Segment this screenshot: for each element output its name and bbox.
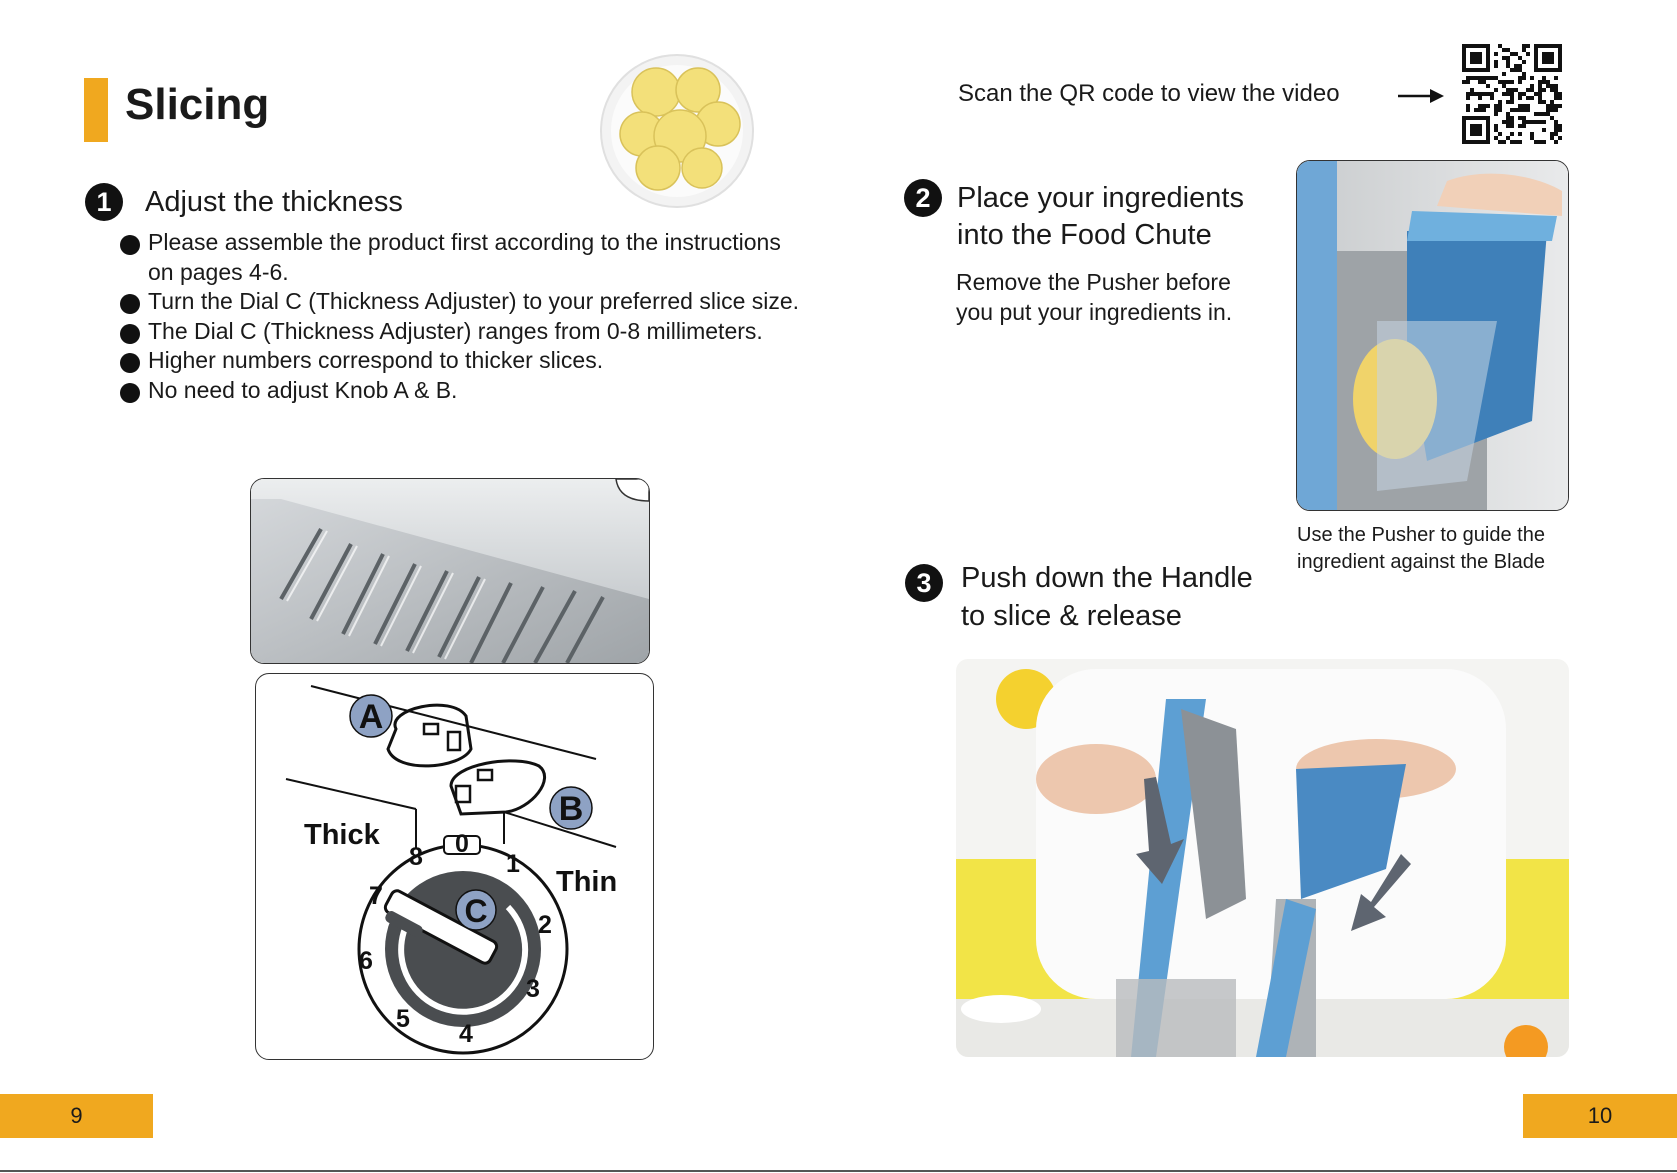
step-3-badge: 3 — [905, 564, 943, 602]
step-2-title-line1: Place your ingredients — [957, 182, 1244, 214]
blade-closeup-image — [250, 478, 650, 664]
step-1-title: Adjust the thickness — [145, 186, 403, 218]
dial-number: 4 — [459, 1020, 473, 1048]
step-2-body-line2: you put your ingredients in. — [956, 299, 1233, 325]
dial-number: 2 — [538, 911, 552, 939]
dial-number: 5 — [396, 1005, 410, 1033]
dial-diagram — [255, 673, 654, 1060]
bullet-item: Higher numbers correspond to thicker slices. — [120, 346, 800, 376]
step-1-badge: 1 — [85, 183, 123, 221]
bullet-item: Turn the Dial C (Thickness Adjuster) to your preferred slice size. — [120, 287, 800, 317]
section-accent-bar — [84, 78, 108, 142]
arrow-right-icon — [1396, 84, 1446, 108]
page-title: Slicing — [125, 80, 270, 129]
step-2-badge: 2 — [904, 179, 942, 217]
dial-number: 8 — [409, 843, 423, 871]
step-3-title-line1: Push down the Handle — [961, 562, 1253, 594]
bullet-item: No need to adjust Knob A & B. — [120, 376, 800, 406]
thin-label: Thin — [556, 866, 618, 898]
step-2-body-line1: Remove the Pusher before — [956, 269, 1231, 295]
dial-number: 6 — [359, 947, 373, 975]
qr-code[interactable] — [1462, 44, 1564, 144]
bullet-item: Please assemble the product first according to the instructions on pages 4-6. — [120, 228, 800, 287]
dial-c-label: C — [464, 893, 488, 929]
slicing-action-photo — [956, 659, 1569, 1057]
step-3-title-line2: to slice & release — [961, 600, 1182, 632]
step-1-bullet-list — [120, 228, 800, 405]
bullet-item: The Dial C (Thickness Adjuster) ranges from 0-8 millimeters. — [120, 317, 800, 347]
dial-number: 0 — [455, 830, 469, 858]
photo-caption-line2: ingredient against the Blade — [1297, 551, 1545, 573]
dial-number: 3 — [526, 975, 540, 1003]
knob-a-label: A — [358, 698, 384, 736]
page-number-left: 9 — [0, 1094, 153, 1138]
potato-slices-image — [598, 52, 756, 210]
dial-number: 1 — [506, 850, 520, 878]
food-chute-photo — [1296, 160, 1569, 511]
qr-instruction: Scan the QR code to view the video — [958, 80, 1340, 107]
dial-number: 7 — [369, 882, 383, 910]
step-2-title-line2: into the Food Chute — [957, 219, 1212, 251]
dial-diagram-svg — [256, 674, 653, 1059]
thick-label: Thick — [304, 819, 380, 851]
page-bottom-divider — [0, 1170, 1677, 1172]
knob-b-label: B — [558, 790, 584, 828]
page-number-right: 10 — [1523, 1094, 1677, 1138]
photo-caption-line1: Use the Pusher to guide the — [1297, 524, 1545, 546]
